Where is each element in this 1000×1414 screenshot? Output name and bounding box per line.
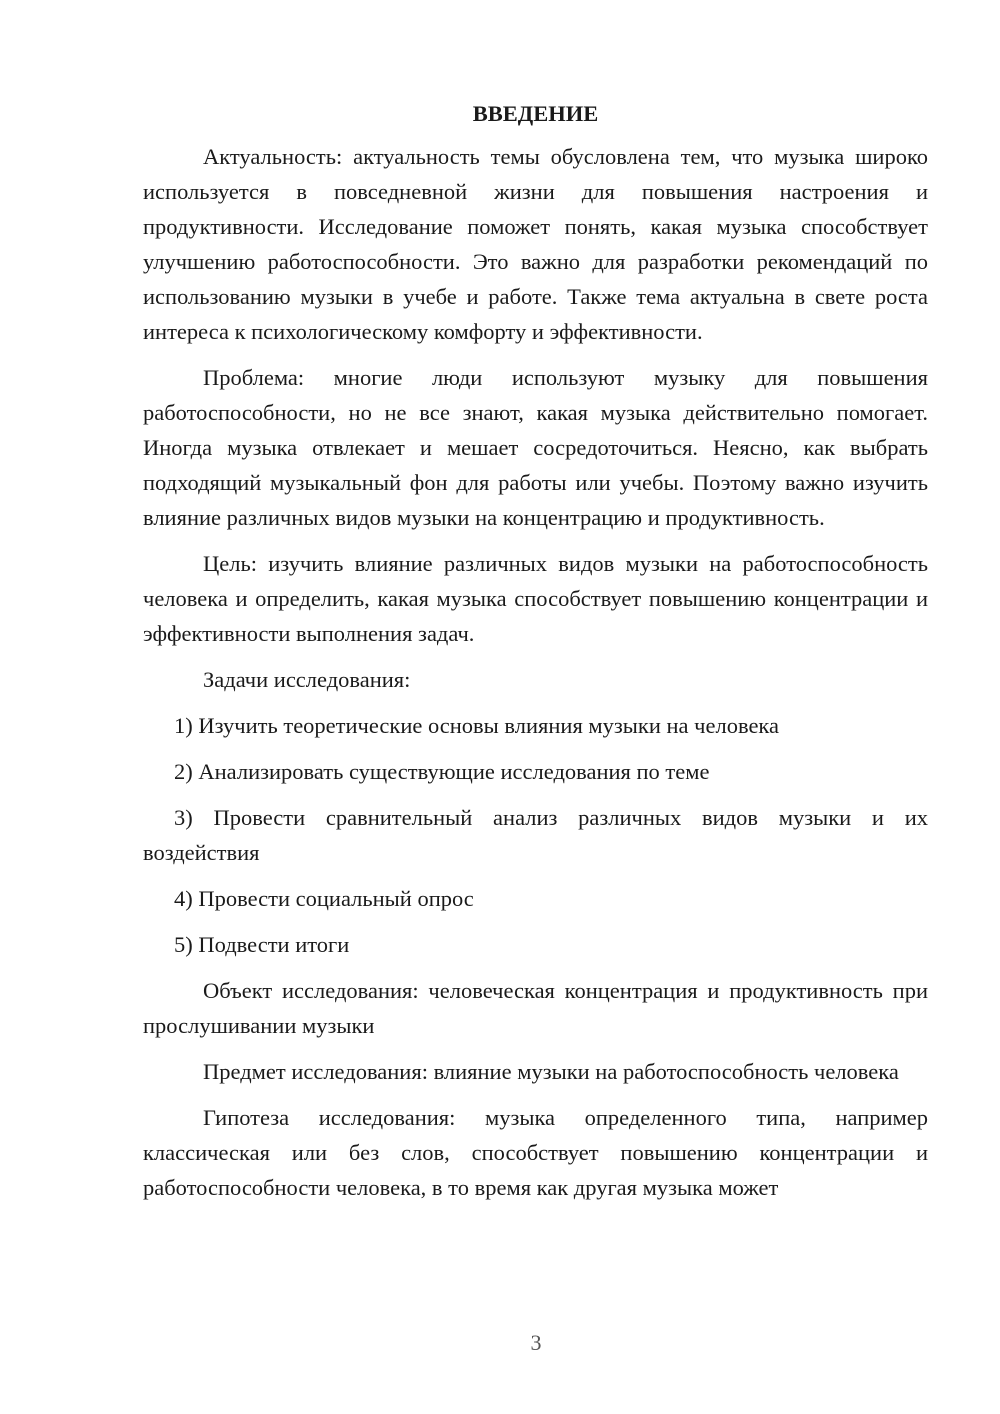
page-number: 3 [530,1330,542,1355]
goal-paragraph: Цель: изучить влияние различных видов музыки на работоспособность человека и определить, какая музыка способствует повышению концентрации и эффективности выполнения задач. [143,551,928,646]
object-paragraph: Объект исследования: человеческая концентрация и продуктивность при прослушивании музыки [143,978,928,1038]
relevance-paragraph: Актуальность: актуальность темы обусловлена тем, что музыка широко используется в повседневной жизни для повышения настроения и продуктивности. Исследование поможет понять, какая музыка способствует улучшению работоспособности. Это важно для разработки рекомендаций по использованию музыки в учебе и работе. Также тема актуальна в свете роста интереса к психологическому комфорту и эффективности. [143,144,928,344]
hypothesis-paragraph: Гипотеза исследования: музыка определенного типа, например классическая или без слов, способствует повышению концентрации и работоспособности человека, в то время как другая музыка может [143,1105,928,1200]
task-item-3: 3) Провести сравнительный анализ различных видов музыки и их воздействия [143,805,928,865]
subject-paragraph: Предмет исследования: влияние музыки на работоспособность человека [203,1059,899,1084]
task-item-4: 4) Провести социальный опрос [174,886,474,911]
section-title: ВВЕДЕНИЕ [472,101,599,126]
problem-paragraph: Проблема: многие люди используют музыку для повышения работоспособности, но не все знают, какая музыка действительно помогает. Иногда музыка отвлекает и мешает сосредоточиться. Неясно, как выбрать подходящий музыкальный фон для работы или учебы. Поэтому важно изучить влияние различных видов музыки на концентрацию и продуктивность. [143,365,928,530]
page-content [143,96,928,1205]
task-item-5: 5) Подвести итоги [174,932,350,957]
task-item-2: 2) Анализировать существующие исследования по теме [174,759,710,784]
tasks-heading: Задачи исследования: [203,667,411,692]
task-item-1: 1) Изучить теоретические основы влияния музыки на человека [174,713,780,738]
